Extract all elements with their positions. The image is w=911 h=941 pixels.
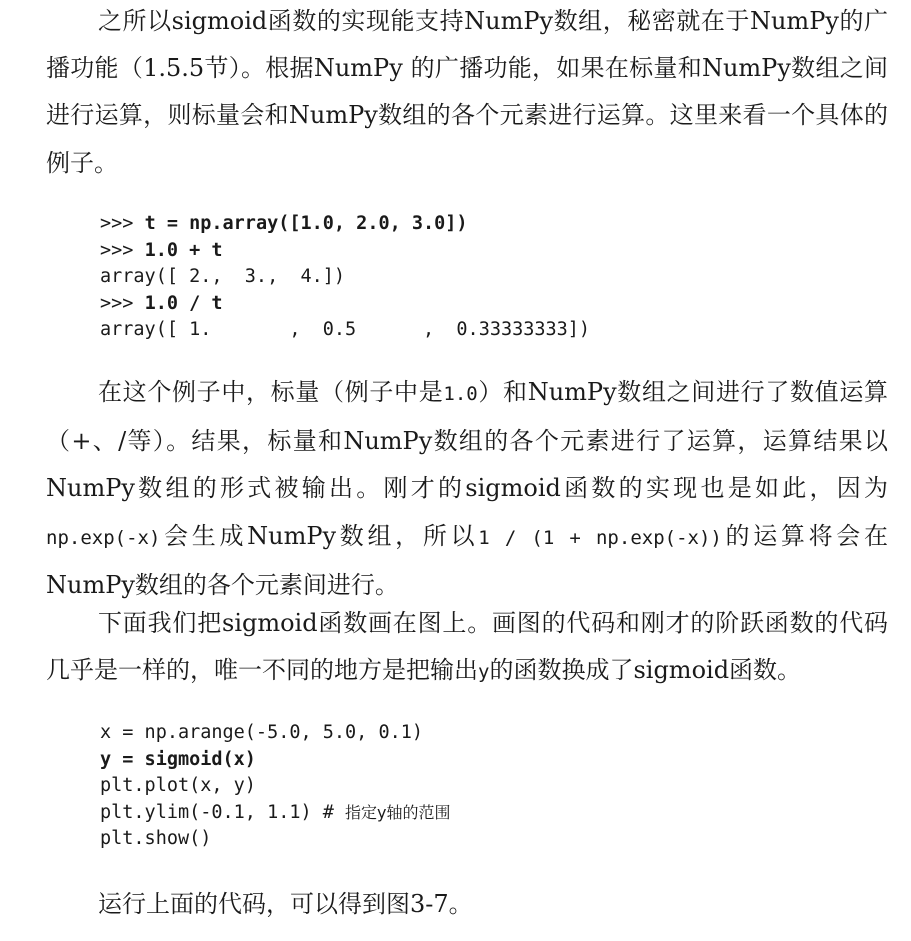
text-run: 下面我们把sigmoid函数画在图上。画图的代码和刚才的阶跃函数的代码几乎是一样的，唯一不同的地方是把输出 xyxy=(46,609,888,685)
code-input: 1.0 / t xyxy=(144,292,223,314)
code-line xyxy=(100,238,880,265)
code-block-broadcast-example xyxy=(100,211,880,344)
text-run: 的运算将会在NumPy数组的各个元素间进行。 xyxy=(46,521,888,599)
text-run: 会生成NumPy数组，所以 xyxy=(160,521,479,550)
paragraph-plot-intro xyxy=(46,600,888,696)
inline-code: y xyxy=(478,661,490,684)
code-comment: 指定y轴的范围 xyxy=(345,802,451,822)
code-input: t = np.array([1.0, 2.0, 3.0]) xyxy=(144,213,468,234)
prompt: >>> xyxy=(100,292,145,314)
code-line: plt.show() xyxy=(100,828,212,850)
text-run: 的函数换成了sigmoid函数。 xyxy=(489,656,802,685)
code-line: plt.plot(x, y) xyxy=(100,775,256,797)
prompt: >>> xyxy=(100,239,145,261)
code-line xyxy=(100,800,880,827)
code-line xyxy=(100,211,880,238)
text-run: 在这个例子中，标量（例子中是 xyxy=(98,378,444,406)
paragraph-broadcast-intro: 之所以sigmoid函数的实现能支持NumPy数组，秘密就在于NumPy的广播功能（1.5.5节）。根据NumPy 的广播功能，如果在标量和NumPy数组之间进行运算，则标量会和NumPy数组的各个元素进行运算。这里来看一个具体的例子。 xyxy=(46,7,888,177)
paragraph-run-result: 运行上面的代码，可以得到图3-7。 xyxy=(98,890,473,918)
code-line: y = sigmoid(x) xyxy=(100,748,256,770)
inline-code: 1.0 xyxy=(443,383,478,405)
code-line xyxy=(100,291,880,318)
code-input: 1.0 + t xyxy=(144,239,223,261)
inline-code: np.exp(-x) xyxy=(46,526,161,549)
code-block-plot-sigmoid xyxy=(100,720,880,853)
code-text: plt.ylim(-0.1, 1.1) # xyxy=(100,801,346,823)
prompt: >>> xyxy=(100,213,145,234)
paragraph-broadcast-explanation xyxy=(46,369,888,609)
inline-code: 1 / (1 + np.exp(-x)) xyxy=(478,526,722,549)
code-line: x = np.arange(-5.0, 5.0, 0.1) xyxy=(100,722,424,743)
code-output: array([ 1. , 0.5 , 0.33333333]) xyxy=(100,319,591,341)
code-output: array([ 2., 3., 4.]) xyxy=(100,266,346,288)
text-run: ）和NumPy数组之间进行了数值运算（+、/等）。结果，标量和NumPy数组的各个元素进行了运算，运算结果以NumPy数组的形式被输出。刚才的sigmoid函数的实现也是如此，因为 xyxy=(46,378,888,503)
